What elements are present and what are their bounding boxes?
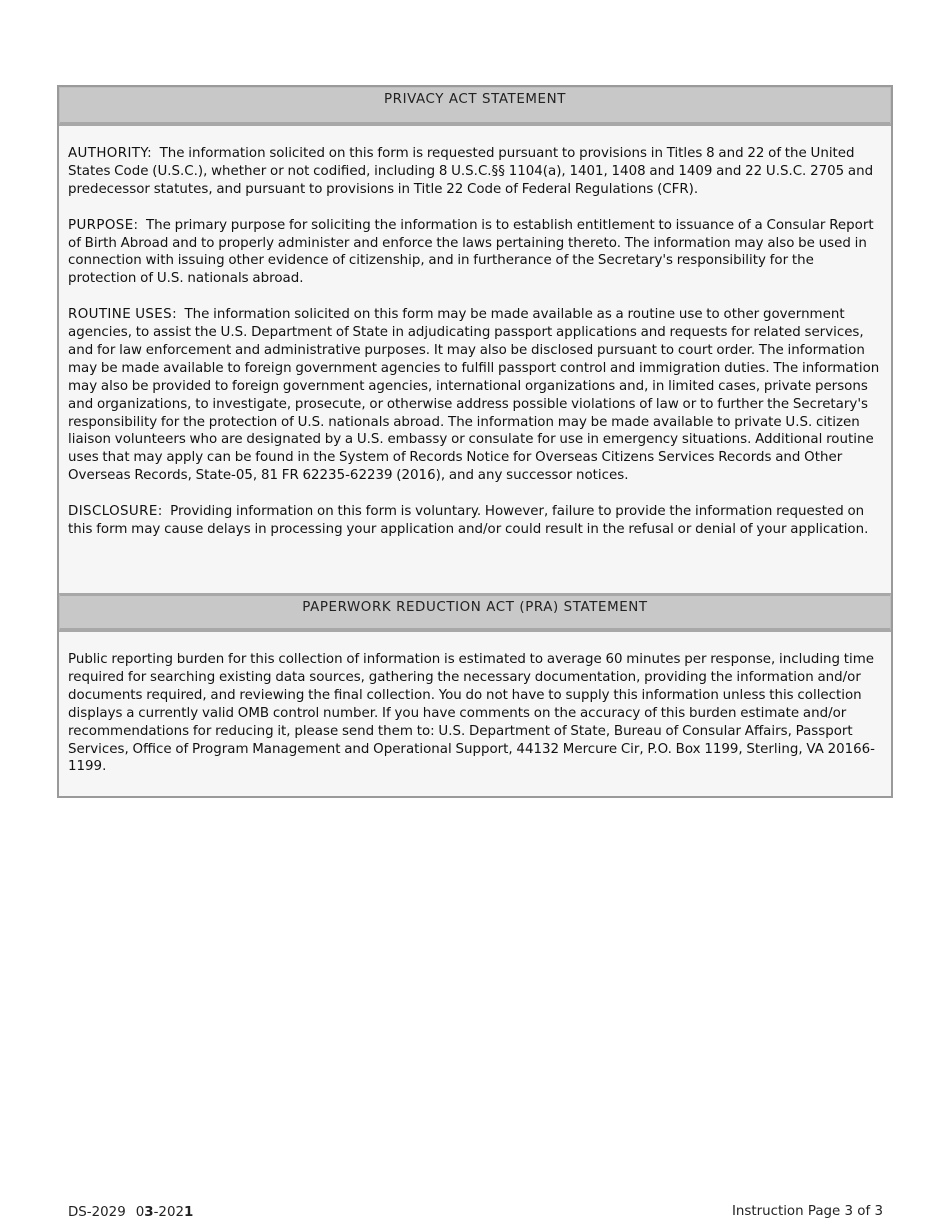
pra-paragraph — [68, 651, 883, 776]
privacy-act-body — [59, 125, 891, 593]
purpose-label: PURPOSE: — [68, 217, 139, 233]
page-number-footer — [732, 1204, 883, 1219]
routine-uses-text: The information solicited on this form may be made available as a routine use to other government agencies, to assist the U.S. Department of State in adjudicating passport applications and requests for related services, and for law enforcement and administrative purposes. It may also be disclosed pursuant to court order. The information may be made available to foreign government agencies to fulfill passport control and immigration duties. The information may also be provided to foreign government agencies, international organizations and, in limited cases, private persons and organizations, to investigate, prosecute, or otherwise address possible violations of law or to further the Secretary's responsibility for the protection of U.S. nationals abroad. The information may be made available to private U.S. citizen liaison volunteers who are designated by a U.S. embassy or consulate for use in emergency situations. Additional routine uses that may apply can be found in the System of Records Notice for Overseas Citizens Services Records and Other Overseas Records, State-05, 81 FR 62235-62239 (2016), and any successor notices. — [68, 307, 880, 484]
disclosure-paragraph — [68, 503, 883, 539]
pra-header — [59, 593, 891, 631]
authority-label: AUTHORITY: — [68, 146, 153, 161]
routine-uses-label: ROUTINE USES: — [68, 307, 177, 323]
privacy-act-title: PRIVACY ACT STATEMENT — [383, 92, 567, 107]
authority-text: The information solicited on this form is requested pursuant to provisions in Titles 8 and 22 of the United States Code (U.S.C.), whether or not codified, including 8 U.S.C.§§ 1104(a), 1401, 1408 and 1409 and 22 U.S.C. 2705 and predecessor statutes, and pursuant to provisions in Title 22 Code of Federal Regulations (CFR). — [68, 146, 874, 197]
privacy-act-header — [59, 87, 891, 125]
form-date-part2: 3 — [144, 1205, 154, 1220]
form-date-part1: 0 — [135, 1205, 145, 1220]
pra-title: PAPERWORK REDUCTION ACT (PRA) STATEMENT — [302, 600, 648, 615]
privacy-pra-form — [57, 85, 893, 798]
pra-body — [59, 631, 891, 796]
disclosure-label: DISCLOSURE: — [68, 504, 163, 520]
routine-uses-paragraph — [68, 306, 883, 485]
page-label: Instruction Page 3 of 3 — [731, 1204, 883, 1219]
purpose-text: The primary purpose for soliciting the information is to establish entitlement to issuance of a Consular Report of Birth Abroad and to properly administer and enforce the laws pertaining thereto. The information may also be used in connection with issuing other evidence of citizenship, and in furtherance of the Secretary's responsibility for the protection of U.S. nationals abroad. — [68, 217, 874, 287]
form-date-part3: -202 — [153, 1205, 184, 1220]
pra-text: Public reporting burden for this collection of information is estimated to average 60 minutes per response, including time required for searching existing data sources, gathering the necessary documentation, providing the information and/or documents required, and reviewing the final collection. You do not have to supply this information unless this collection displays a currently valid OMB control number. If you have comments on the accuracy of this burden estimate and/or recommendations for reducing it, please send them to: U.S. Department of State, Bureau of Consular Affairs, Passport Services, Office of Program Management and Operational Support, 44132 Mercure Cir, P.O. Box 1199, Sterling, VA 20166-1199. — [68, 652, 876, 775]
form-date-part4: 1 — [183, 1205, 194, 1220]
purpose-paragraph — [68, 217, 883, 289]
disclosure-text: Providing information on this form is voluntary. However, failure to provide the information requested on this form may cause delays in processing your application and/or could result in the refusal or denial of your application. — [68, 504, 869, 537]
form-number: DS-2029 — [68, 1205, 126, 1220]
authority-paragraph — [68, 145, 883, 199]
form-date — [136, 1205, 194, 1220]
form-number-footer — [68, 1205, 193, 1220]
